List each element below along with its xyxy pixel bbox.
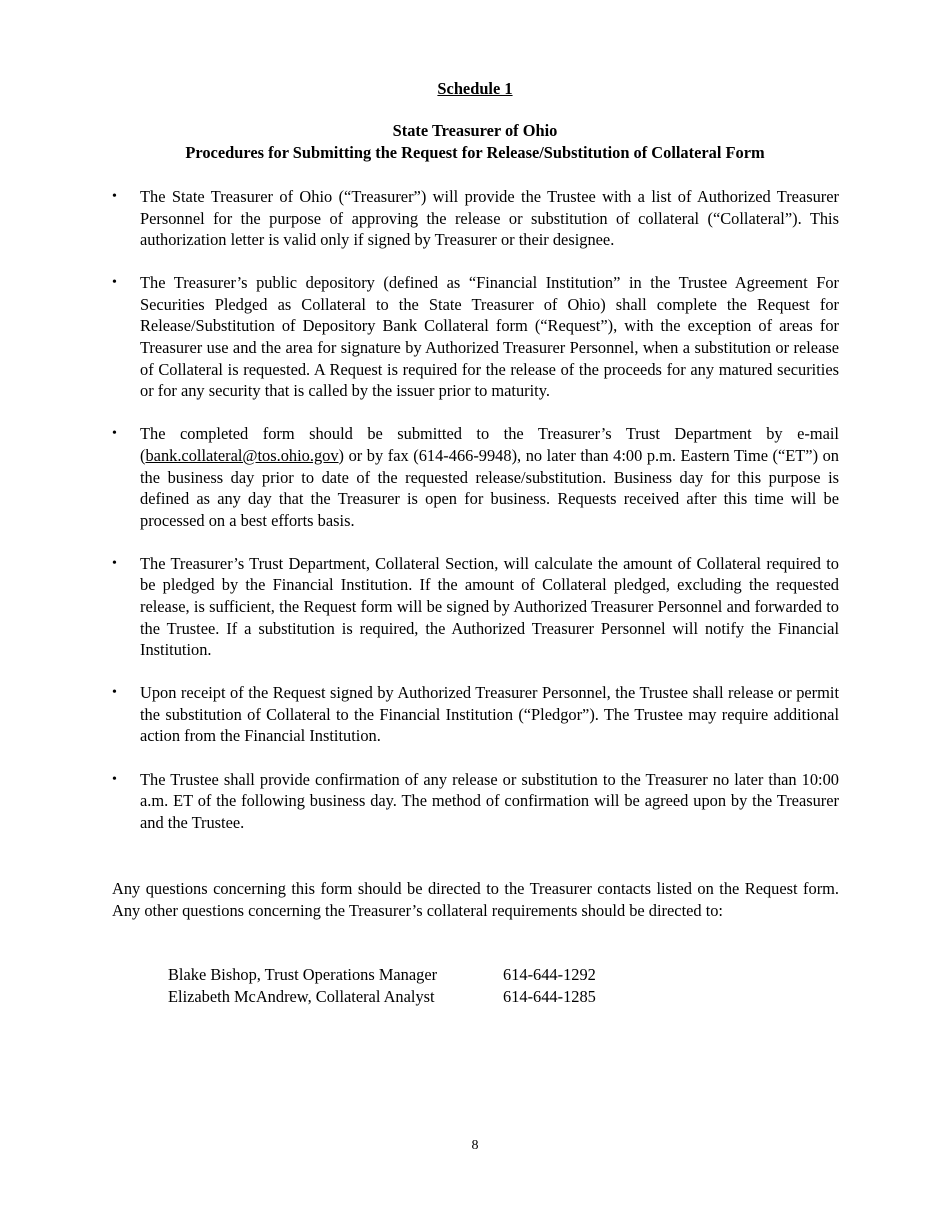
contact-name: Elizabeth McAndrew, Collateral Analyst (168, 986, 435, 1006)
procedure-item-2 (112, 272, 839, 402)
procedure-item-3 (112, 423, 839, 531)
contact-list (168, 964, 596, 1007)
page-number: 8 (471, 1138, 479, 1153)
procedure-text (140, 424, 839, 529)
procedure-item-1 (112, 186, 839, 251)
procedure-text: The Treasurer’s public depository (defined as “Financial Institution” in the Trustee Agreement For Securities Pledged as Collateral to the State Treasurer of Ohio) shall complete the Request for Release/Substitution of Depository Bank Collateral form (“Request”), with the exception of areas for Treasurer use and the area for signature by Authorized Treasurer Personnel, when a substitution or release of Collateral is requested. A Request is required for the release of the proceeds for any matured securities or for any security that is called by the issuer prior to maturity. (140, 273, 839, 401)
bullet-icon: • (112, 555, 117, 571)
bullet-icon: • (112, 189, 117, 204)
bullet-icon: • (112, 275, 117, 291)
title-line-2: Procedures for Submitting the Request for Release/Substitution of Collateral Form (185, 143, 765, 162)
procedure-text-before: The completed form should be submitted to the Treasurer’s Trust Department by e-mail ( (140, 424, 839, 465)
contact-phone: 614-644-1285 (503, 986, 596, 1006)
procedure-item-5 (112, 682, 839, 747)
email-link[interactable]: bank.collateral@tos.ohio.gov (145, 445, 339, 465)
procedure-list (112, 186, 839, 855)
schedule-heading: Schedule 1 (437, 79, 513, 98)
bullet-icon: • (112, 685, 117, 701)
contact-row (168, 986, 596, 1008)
title-line-1: State Treasurer of Ohio (392, 121, 558, 140)
procedure-item-6 (112, 769, 839, 834)
procedure-text-after: ) or by fax (614-466-9948), no later than 4:00 p.m. Eastern Time (“ET”) on the business day prior to date of the requested release/substitution. Business day for this purpose is defined as any day that the Treasurer is open for business. Requests received after this time will be processed on a best efforts basis. (140, 445, 839, 530)
contact-phone: 614-644-1292 (503, 965, 596, 984)
bullet-icon: • (112, 771, 117, 787)
procedure-item-4 (112, 553, 839, 661)
closing-paragraph: Any questions concerning this form should be directed to the Treasurer contacts listed on the Request form. Any other questions concerning the Treasurer’s collateral requirements should be directed to: (112, 879, 839, 920)
procedure-text: The Treasurer’s Trust Department, Collateral Section, will calculate the amount of Collateral required to be pledged by the Financial Institution. If the amount of Collateral pledged, excluding the requested release, is sufficient, the Request form will be signed by Authorized Treasurer Personnel and forwarded to the Trustee. If a substitution is required, the Authorized Treasurer Personnel will notify the Financial Institution. (140, 553, 839, 660)
contact-name: Blake Bishop, Trust Operations Manager (168, 965, 438, 984)
procedure-text: The Trustee shall provide confirmation of any release or substitution to the Treasurer no later than 10:00 a.m. ET of the following business day. The method of confirmation will be agreed upon by the Treasurer and the Trustee. (140, 769, 839, 832)
bullet-icon: • (112, 426, 117, 442)
procedure-text: Upon receipt of the Request signed by Authorized Treasurer Personnel, the Trustee shall release or permit the substitution of Collateral to the Financial Institution (“Pledgor”). The Trustee may require additional action from the Financial Institution. (140, 683, 839, 746)
document-title (0, 120, 950, 164)
contact-row (168, 964, 596, 986)
procedure-text: The State Treasurer of Ohio (“Treasurer”) will provide the Trustee with a list of Authorized Treasurer Personnel for the purpose of approving the release or substitution of collateral (“Collateral”). This authorization letter is valid only if signed by Treasurer or their designee. (140, 187, 839, 250)
